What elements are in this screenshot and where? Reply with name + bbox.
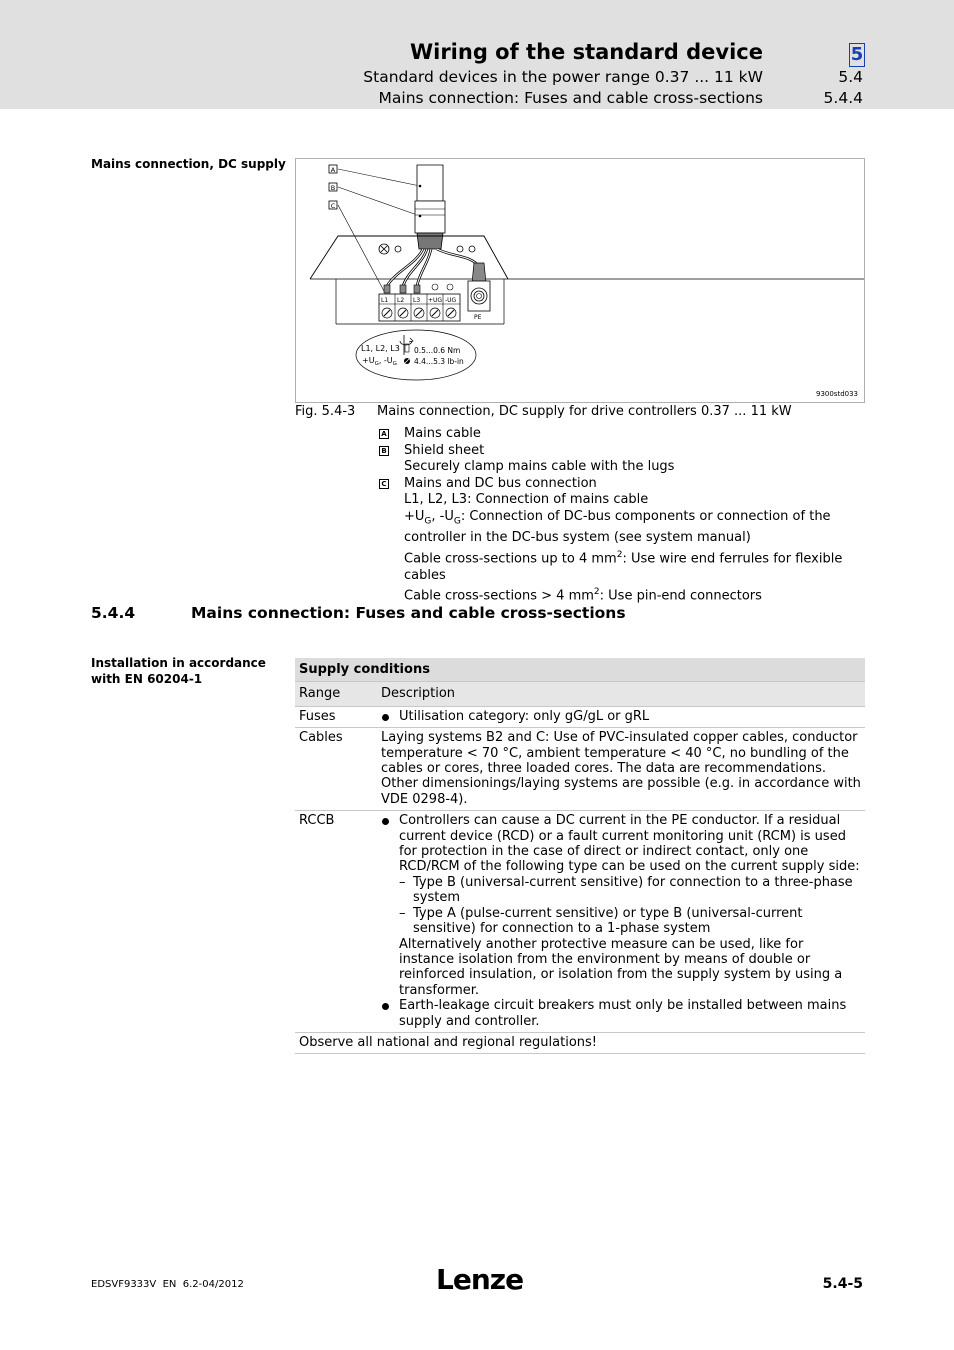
legend-c-note1: L1, L2, L3: Connection of mains cable xyxy=(404,492,649,508)
torque-lbin: 4.4...5.3 lb-in xyxy=(414,357,464,366)
figure-legend xyxy=(378,426,868,605)
table-footer-note: Observe all national and regional regulations! xyxy=(295,1032,865,1053)
fig-key-a: A xyxy=(330,166,336,174)
chapter-number-badge: 5 xyxy=(850,44,864,65)
row-fuses-label: Fuses xyxy=(295,706,377,727)
page-header xyxy=(0,0,954,109)
legend-item-b xyxy=(378,443,868,476)
table-heading-row xyxy=(295,658,865,682)
bullet-icon xyxy=(382,1003,389,1010)
side-label-line2: with EN 60204-1 xyxy=(91,672,203,686)
col-description: Description xyxy=(377,682,865,706)
page-number: 5.4-5 xyxy=(822,1276,863,1292)
row-cables-desc: Laying systems B2 and C: Use of PVC-insulated copper cables, conductor temperature < 70 °C, ambient temperature < 40 °C, no bundling of the cables or cores, three loaded cores. The data are recommendations. Other dimensionings/laying systems are possible (e.g. in accordance with VDE 0298-4). xyxy=(377,728,865,811)
lenze-logo: Lenze xyxy=(436,1263,524,1296)
row-rccb-desc: Controllers can cause a DC current in the PE conductor. If a residual current device (RCD) or a fault current monitoring unit (RCM) is used for protection in the case of direct or indirect contact, only one RCD/RCM of the following type can be used on the current supply side: – Type B (universal-current sensitive) for connection to a three-phase system – Type A (pulse-current sensitive) or type B (universal-current sensitive) for connection to a 1-phase system Alternatively another protective measure can be used, like for instance isolation from the environment by means of double or reinforced insulation, or isolation from the supply system by using a transformer. Earth-leakage circuit breakers must only be installed between mains supply and controller. xyxy=(377,811,865,1033)
table-heading: Supply conditions xyxy=(295,658,865,682)
col-range: Range xyxy=(295,682,377,706)
subtitle-range-number: 5.4 xyxy=(838,68,863,86)
figure-code: 9300std033 xyxy=(815,390,858,398)
section-number: 5.4.4 xyxy=(91,604,136,622)
fig-key-c: C xyxy=(330,202,336,210)
side-label-en60204 xyxy=(91,655,266,687)
wiring-figure xyxy=(295,158,865,403)
terminal-label-plus-ug: +UG xyxy=(428,297,443,304)
pe-label: PE xyxy=(474,314,482,321)
terminal-label-minus-ug: -UG xyxy=(445,297,457,304)
table-row xyxy=(295,728,865,811)
table-column-header-row xyxy=(295,682,865,706)
torque-terminals-ug: $+U_G$, $-U_G$ xyxy=(362,356,397,367)
side-label-dc-supply: Mains connection, DC supply xyxy=(91,157,286,171)
legend-c-note2: $+U_G$, $-U_G$: Connection of DC-bus components or connection of the controller in the DC-bus system (see system manual) xyxy=(404,508,831,546)
row-fuses-desc: Utilisation category: only gG/gL or gRL xyxy=(377,706,865,727)
torque-terminals-l: L1, L2, L3 xyxy=(361,344,400,353)
legend-key-b: B xyxy=(379,446,389,456)
legend-a-label: Mains cable xyxy=(404,426,481,441)
bullet-icon xyxy=(382,714,389,721)
figure-number: Fig. 5.4-3 xyxy=(295,404,356,419)
legend-c-note4: Cable cross-sections > 4 $mm^2$: Use pin-end connectors xyxy=(404,587,762,604)
legend-b-label: Shield sheet xyxy=(404,442,485,458)
row-cables-label: Cables xyxy=(295,728,377,811)
legend-c-label: Mains and DC bus connection xyxy=(404,475,597,491)
side-label-line1: Installation in accordance xyxy=(91,656,266,670)
fig-key-b: B xyxy=(330,184,336,192)
wiring-diagram xyxy=(296,159,864,402)
subtitle-section: Mains connection: Fuses and cable cross-sections xyxy=(378,89,763,107)
table-row xyxy=(295,811,865,1033)
document-id: EDSVF9333V EN 6.2-04/2012 xyxy=(91,1279,244,1290)
terminal-label-l2: L2 xyxy=(397,297,405,304)
supply-conditions-table xyxy=(295,658,865,1054)
table-row xyxy=(295,706,865,727)
legend-c-note3: Cable cross-sections up to 4 $mm^2$: Use wire end ferrules for flexible cables xyxy=(404,549,843,583)
legend-key-c: C xyxy=(379,479,389,489)
subtitle-section-number: 5.4.4 xyxy=(823,89,863,107)
legend-item-c xyxy=(378,476,868,605)
figure-caption-text: Mains connection, DC supply for drive controllers 0.37 ... 11 kW xyxy=(377,404,792,419)
legend-b-note: Securely clamp mains cable with the lugs xyxy=(404,459,675,475)
chapter-title: Wiring of the standard device xyxy=(409,40,763,64)
torque-nm: 0.5...0.6 Nm xyxy=(414,346,461,355)
row-rccb-label: RCCB xyxy=(295,811,377,1033)
section-title: Mains connection: Fuses and cable cross-sections xyxy=(191,604,626,622)
table-footer-row xyxy=(295,1032,865,1053)
bullet-icon xyxy=(382,818,389,825)
terminal-label-l1: L1 xyxy=(381,297,389,304)
subtitle-range: Standard devices in the power range 0.37 ... 11 kW xyxy=(363,68,763,86)
legend-item-a xyxy=(378,426,868,443)
terminal-label-l3: L3 xyxy=(413,297,421,304)
legend-key-a: A xyxy=(379,429,389,439)
